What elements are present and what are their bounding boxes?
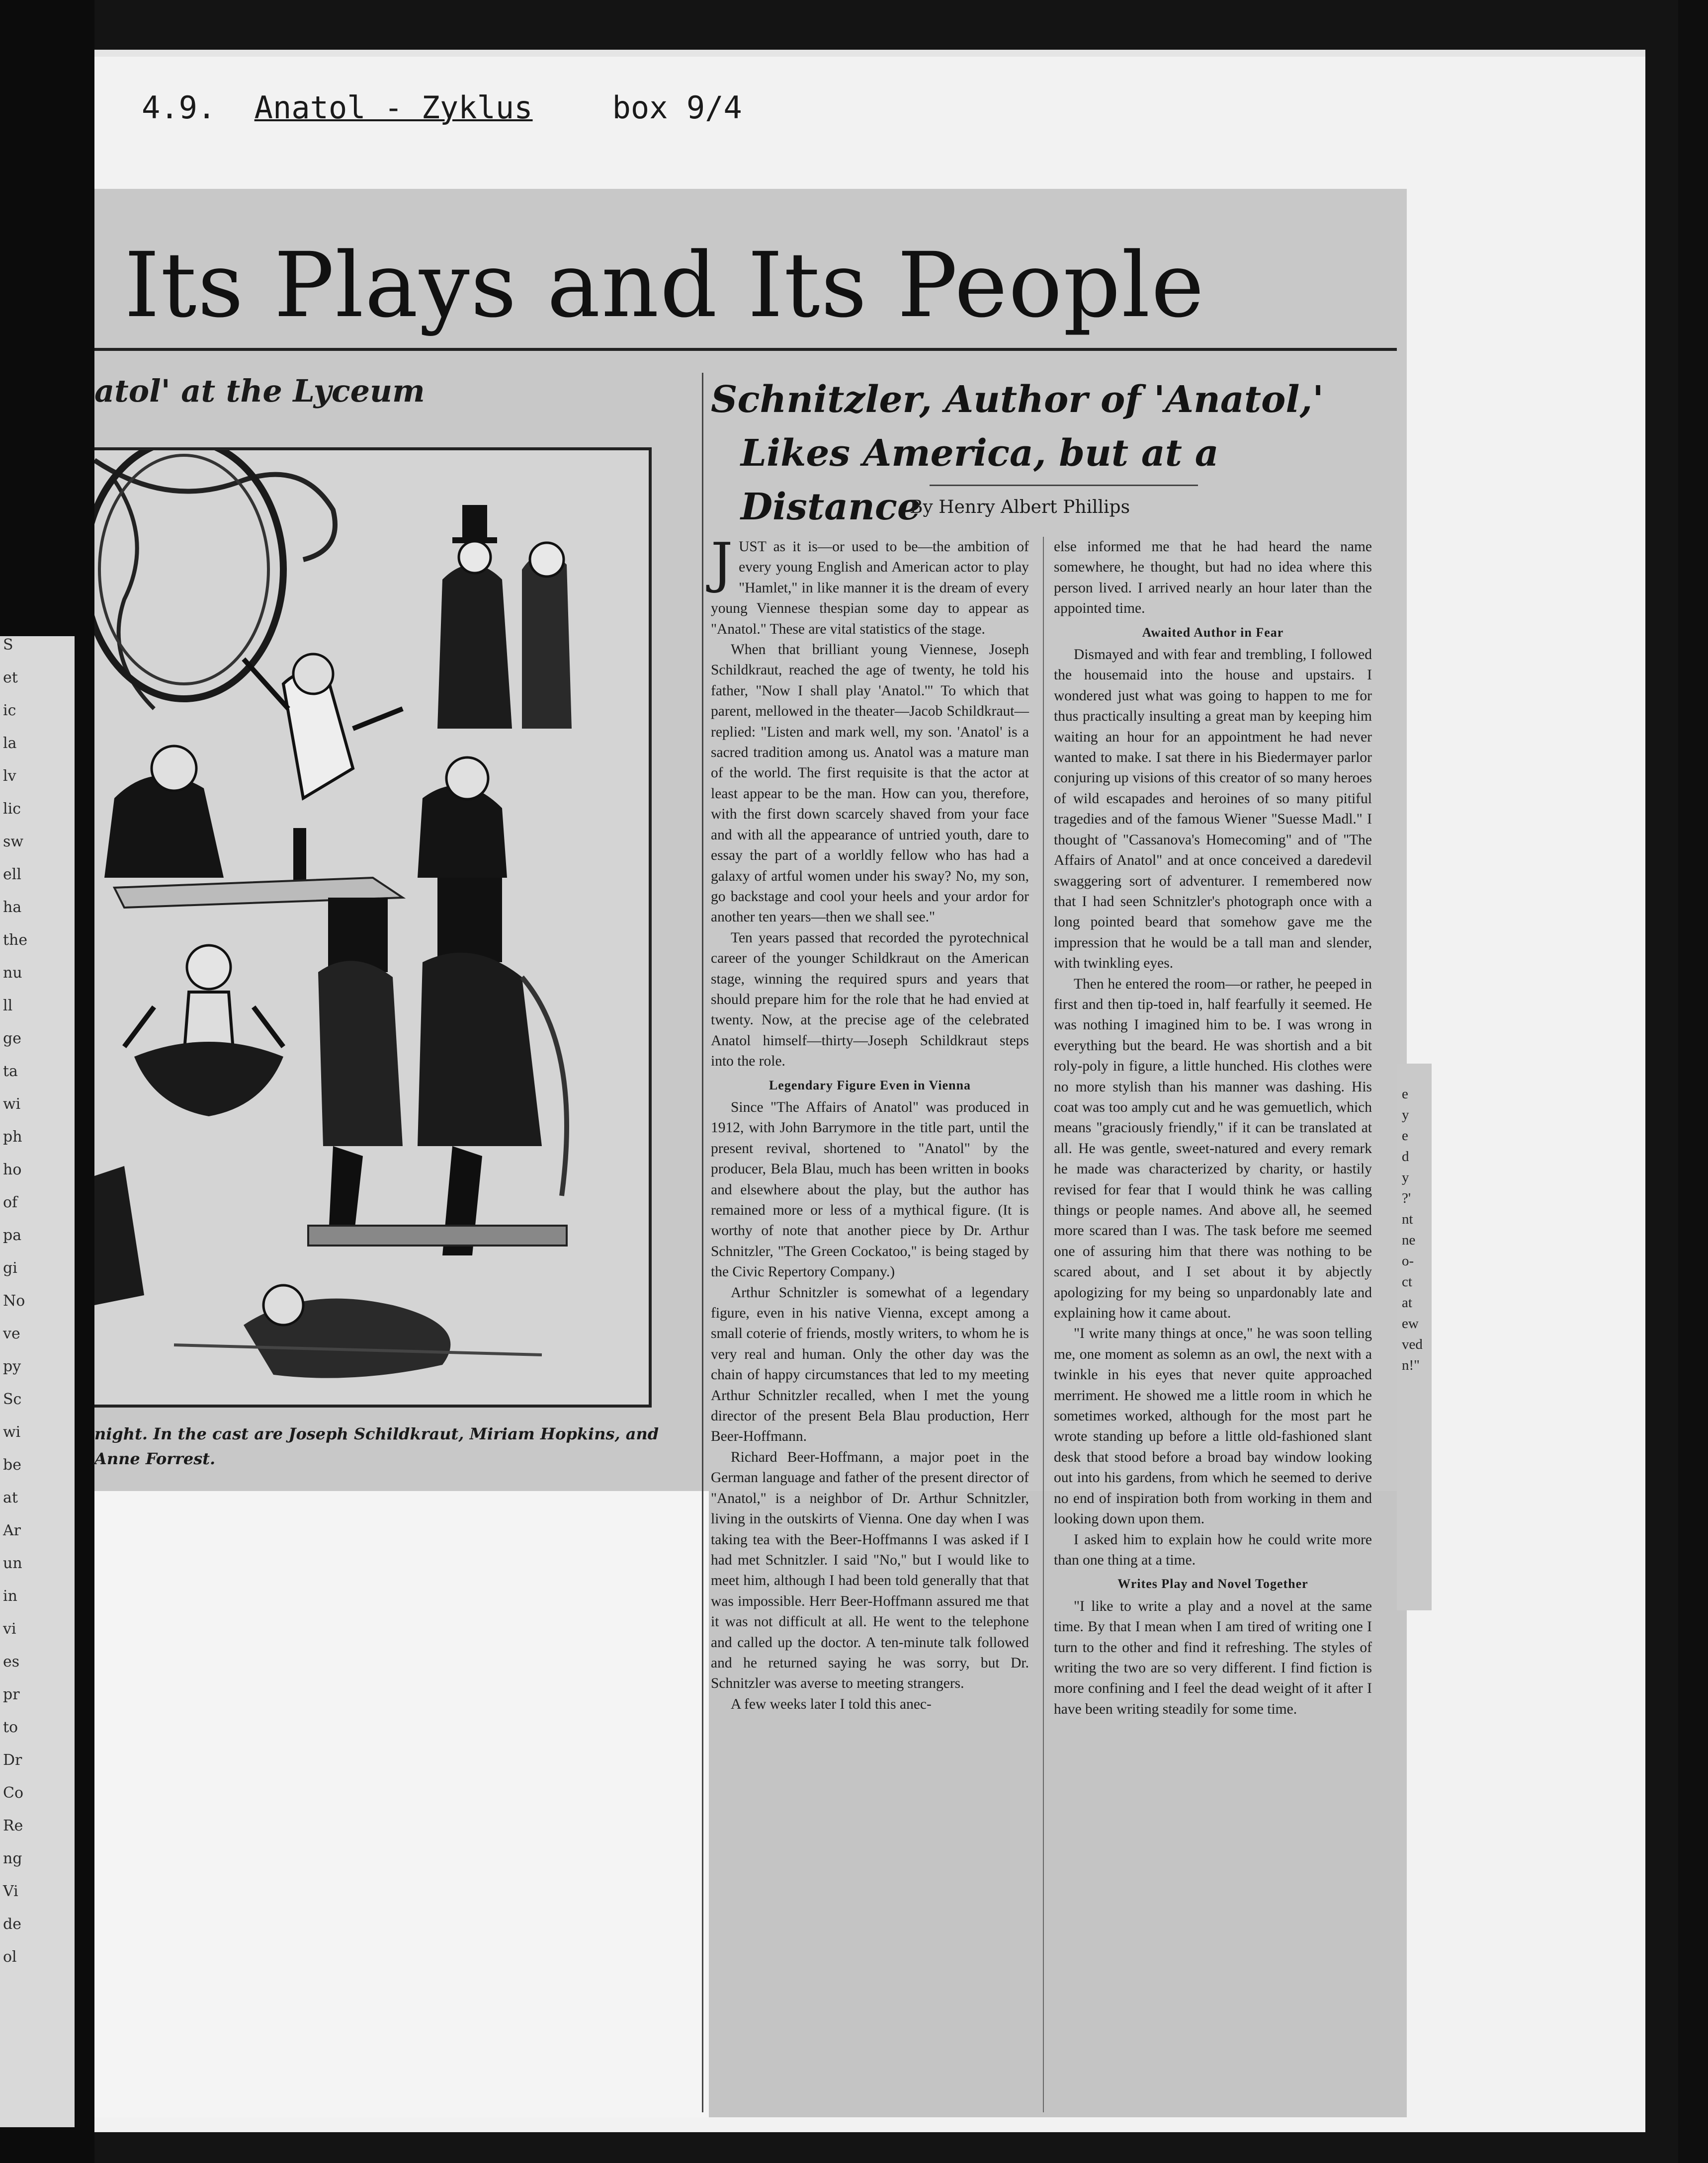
article-column-2 <box>1054 537 1372 1720</box>
fragment-line: ct <box>1402 1274 1412 1290</box>
fragment-line: Vi <box>3 1883 18 1900</box>
fragment-line: ved <box>1402 1336 1423 1352</box>
fragment-line: Ar <box>3 1522 21 1539</box>
byline: By Henry Albert Phillips <box>910 497 1130 517</box>
fragment-line: sw <box>3 833 24 850</box>
fragment-line: ha <box>3 899 22 916</box>
paragraph: Since "The Affairs of Anatol" was produced in 1912, with John Barrymore in the title part, until the present revival, shortened to "Anatol" by the producer, Bela Blau, much has been written in books and elsewhere about the play, but the author has remained more or less of a mythical figure. (It is worthy of note that another piece by Dr. Arthur Schnitzler, "The Green Cockatoo," is being staged by the Civic Repertory Company.) <box>711 1099 1029 1280</box>
fragment-line: wi <box>3 1423 21 1441</box>
heading-rule <box>930 485 1198 486</box>
fragment-line: es <box>3 1653 20 1670</box>
fragment-line: ta <box>3 1063 18 1080</box>
fragment-line: e <box>1402 1086 1408 1102</box>
paragraph: "I write many things at once," he was soon telling me, one moment as solemn as an owl, the next with a twinkle in his eyes that never quite approached merriment. He showed me a little room in which he sometimes worked, although for the most part he wrote standing up before a little old-fashioned slant desk that stood before a broad bay window looking out into his gardens, from which he seemed to derive no end of inspiration both from working in them and looking down upon them. <box>1054 1326 1372 1527</box>
fragment-line: y <box>1402 1107 1409 1123</box>
fragment-line: wi <box>3 1095 21 1113</box>
fragment-line: in <box>3 1587 17 1605</box>
fragment-line: No <box>3 1292 25 1310</box>
fragment-line: be <box>3 1456 21 1474</box>
fragment-line: ho <box>3 1161 22 1178</box>
fragment-line: Re <box>3 1817 23 1834</box>
archive-sheet <box>94 50 1645 2132</box>
article-heading-line1: Schnitzler, Author of 'Anatol,' <box>711 378 1324 421</box>
fragment-line: to <box>3 1719 18 1736</box>
paragraph: Then he entered the room—or rather, he peeped in first and then tip-toed in, half fearfully it seemed. He was nothing I imagined him to be. I was wrong in everything but the beard. He was shortish and a bit roly-poly in figure, a little hunched. His clothes were no more stylish than his manner was dashing. His coat was too amply cut and he was gemuetlich, which means "graciously friendly," if it can be translated at all. He was gentle, sweet-natured and every remark he made was characterized by charity, or hastily revised for fear that I would think he was calling things or people names. And above all, he seemed more scared than I was. The task before me seemed one of assuring him that there was nothing to be scared about, and I set about it by abjectly apologizing for my being so unpardonably late and explaining how it came about. <box>1054 976 1372 1322</box>
fragment-line: ?' <box>1402 1190 1411 1206</box>
fragment-line: ic <box>3 702 16 719</box>
fragment-line: ol <box>3 1948 17 1966</box>
fragment-line: vi <box>3 1620 16 1638</box>
fragment-line: the <box>3 931 28 949</box>
paragraph: "I like to write a play and a novel at the same time. By that I mean when I am tired of writing one I turn to the other and find it refreshing. The styles of writing the two are so very different. I find fiction is more confining and I feel the dead weight of it after I have been writing steadily for some time. <box>1054 1598 1372 1717</box>
theater-illustration <box>94 447 652 1408</box>
fragment-line: of <box>3 1194 18 1211</box>
fragment-line: at <box>3 1489 18 1506</box>
paragraph: When that brilliant young Viennese, Joseph Schildkraut, reached the age of twenty, he told his father, "Now I shall play 'Anatol.'" To which that parent, mellowed in the theater—Jacob Schildkraut—replied: "Listen and mark well, my son. 'Anatol' is a sacred tradition among us. Anatol was a mature man of the world. The first requisite is that the actor at least appear to be the man. How can you, therefore, with the first down scarcely shaved from your face and with all the appearance of untried youth, dare to essay the part of a worldly fellow who has had a galaxy of artful women under his sway? No, my son, go backstage and cool your heels and your ardor for another ten years—then we shall see." <box>711 642 1029 925</box>
fragment-line: ng <box>3 1850 22 1867</box>
fragment-line: ve <box>3 1325 20 1342</box>
adjacent-clipping-text <box>1402 1083 1432 1376</box>
fragment-line: la <box>3 735 17 752</box>
fragment-line: S <box>3 636 13 654</box>
blank-mount-area <box>94 1491 709 2117</box>
fragment-line: d <box>1402 1149 1409 1165</box>
paragraph: Dismayed and with fear and trembling, I followed the housemaid into the house and upstairs. I wondered just what was going to happen to me for thus practically insulting a great man by keeping him waiting an hour for an appointment he had never wanted to make. I sat there in his Biedermayer parlor conjuring up visions of this creator of so many heroes of wild escapades and heroines of so many pitiful tragedies and of the famous Wiener "Suesse Madl." I thought of "Cassanova's Homecoming" and of "The Affairs of Anatol" and at once conceived a daredevil swaggering sort of adventurer. I remembered now that I had seen Schnitzler's photograph once with a long pointed beard that somehow gave me the impression that he would be a tall man and slender, with twinkling eyes. <box>1054 647 1372 972</box>
section-subheading: Writes Play and Novel Together <box>1117 1577 1308 1591</box>
section-subheading: Awaited Author in Fear <box>1142 625 1284 640</box>
fragment-line: ll <box>3 997 13 1014</box>
archive-title: Anatol - Zyklus <box>254 89 533 126</box>
fragment-line: lic <box>3 800 21 818</box>
article-column-1 <box>711 531 1029 1715</box>
illustration-drawing <box>94 450 649 1405</box>
fragment-line: un <box>3 1555 22 1572</box>
fragment-line: py <box>3 1358 21 1375</box>
paragraph-text: UST as it is—or used to be—the ambition of every young English and American actor to play "Hamlet," in like manner it is the dream of every young Viennese thespian some day to appear as "Anatol." These are vital statistics of the stage. <box>711 539 1029 637</box>
headline-rule <box>94 348 1397 351</box>
paragraph: Richard Beer-Hoffmann, a major poet in the German language and father of the present director of "Anatol," is a neighbor of Dr. Arthur Schnitzler, living in the outskirts of Vienna. One day when I was taking tea with the Beer-Hoffmanns I was asked if I had met Schnitzler. I said "No," but I would like to meet him, although I had been told generally that that was impossible. Herr Beer-Hoffmann assured me that it was not difficult at all. He went to the telephone and called up the doctor. A ten-minute talk followed and he returned saying he was sorry, but Dr. Schnitzler was averse to meeting strangers. <box>711 1449 1029 1692</box>
fragment-line: o- <box>1402 1253 1414 1269</box>
fragment-line: Sc <box>3 1391 22 1408</box>
fragment-line: ew <box>1402 1316 1419 1331</box>
fragment-line: de <box>3 1915 21 1933</box>
archive-category: 4.9. <box>142 89 216 126</box>
fragment-line: nu <box>3 964 22 982</box>
fragment-line: gi <box>3 1259 17 1277</box>
fragment-line: pr <box>3 1686 20 1703</box>
fragment-line: lv <box>3 767 16 785</box>
column-rule-2 <box>1043 537 1044 2112</box>
sheet-top-edge <box>94 50 1645 57</box>
fragment-line: et <box>3 669 18 686</box>
fragment-line: ell <box>3 866 21 883</box>
fragment-line: nt <box>1402 1211 1413 1227</box>
fragment-line: e <box>1402 1128 1408 1144</box>
archive-box-number: box 9/4 <box>612 89 742 126</box>
drop-cap: J <box>711 531 733 594</box>
fragment-line: y <box>1402 1169 1409 1185</box>
fragment-line: ph <box>3 1128 22 1146</box>
page-headline: Its Plays and Its People <box>124 234 1205 337</box>
illustration-caption: night. In the cast are Joseph Schildkraut, Miriam Hopkins, and Anne Forrest. <box>94 1424 659 1468</box>
fragment-line: pa <box>3 1227 22 1244</box>
paragraph: else informed me that he had heard the name somewhere, he thought, but had no idea where this person lived. I arrived nearly an hour later than the appointed time. <box>1054 539 1372 617</box>
paragraph: I asked him to explain how he could write more than one thing at a time. <box>1054 1531 1372 1568</box>
archive-label <box>142 89 742 126</box>
newspaper-clipping <box>94 189 1423 2117</box>
paragraph <box>711 531 1029 640</box>
paragraph: Arthur Schnitzler is somewhat of a legendary figure, even in his native Vienna, except among a small coterie of friends, mostly writers, to whom he is very real and human. Only the other day was the chain of happy circumstances that led to my meeting Arthur Schnitzler recalled, when I met the young director of the present Bela Blau production, Herr Beer-Hoffmann. <box>711 1284 1029 1445</box>
illustration-title: atol' at the Lyceum <box>94 373 425 409</box>
fragment-line: Dr <box>3 1751 22 1769</box>
fragment-line: at <box>1402 1295 1412 1311</box>
article-heading-line2: Likes America, but at a Distance <box>741 432 1219 528</box>
paragraph: A few weeks later I told this anec- <box>731 1696 932 1712</box>
column-rule <box>702 373 703 2112</box>
fragment-line: n!" <box>1402 1357 1420 1373</box>
film-border-right <box>1678 0 1708 2163</box>
fragment-line: ge <box>3 1030 21 1047</box>
adjacent-page-fragment <box>0 636 75 2127</box>
fragment-line: Co <box>3 1784 24 1802</box>
section-subheading: Legendary Figure Even in Vienna <box>769 1078 971 1092</box>
fragment-line: ne <box>1402 1232 1416 1248</box>
paragraph: Ten years passed that recorded the pyrotechnical career of the younger Schildkraut on the American stage, winning the required spurs and years that should prepare him for the role that he had envied at twenty. Now, at the precise age of the celebrated Anatol himself—thirty—Joseph Schildkraut steps into the role. <box>711 929 1029 1070</box>
